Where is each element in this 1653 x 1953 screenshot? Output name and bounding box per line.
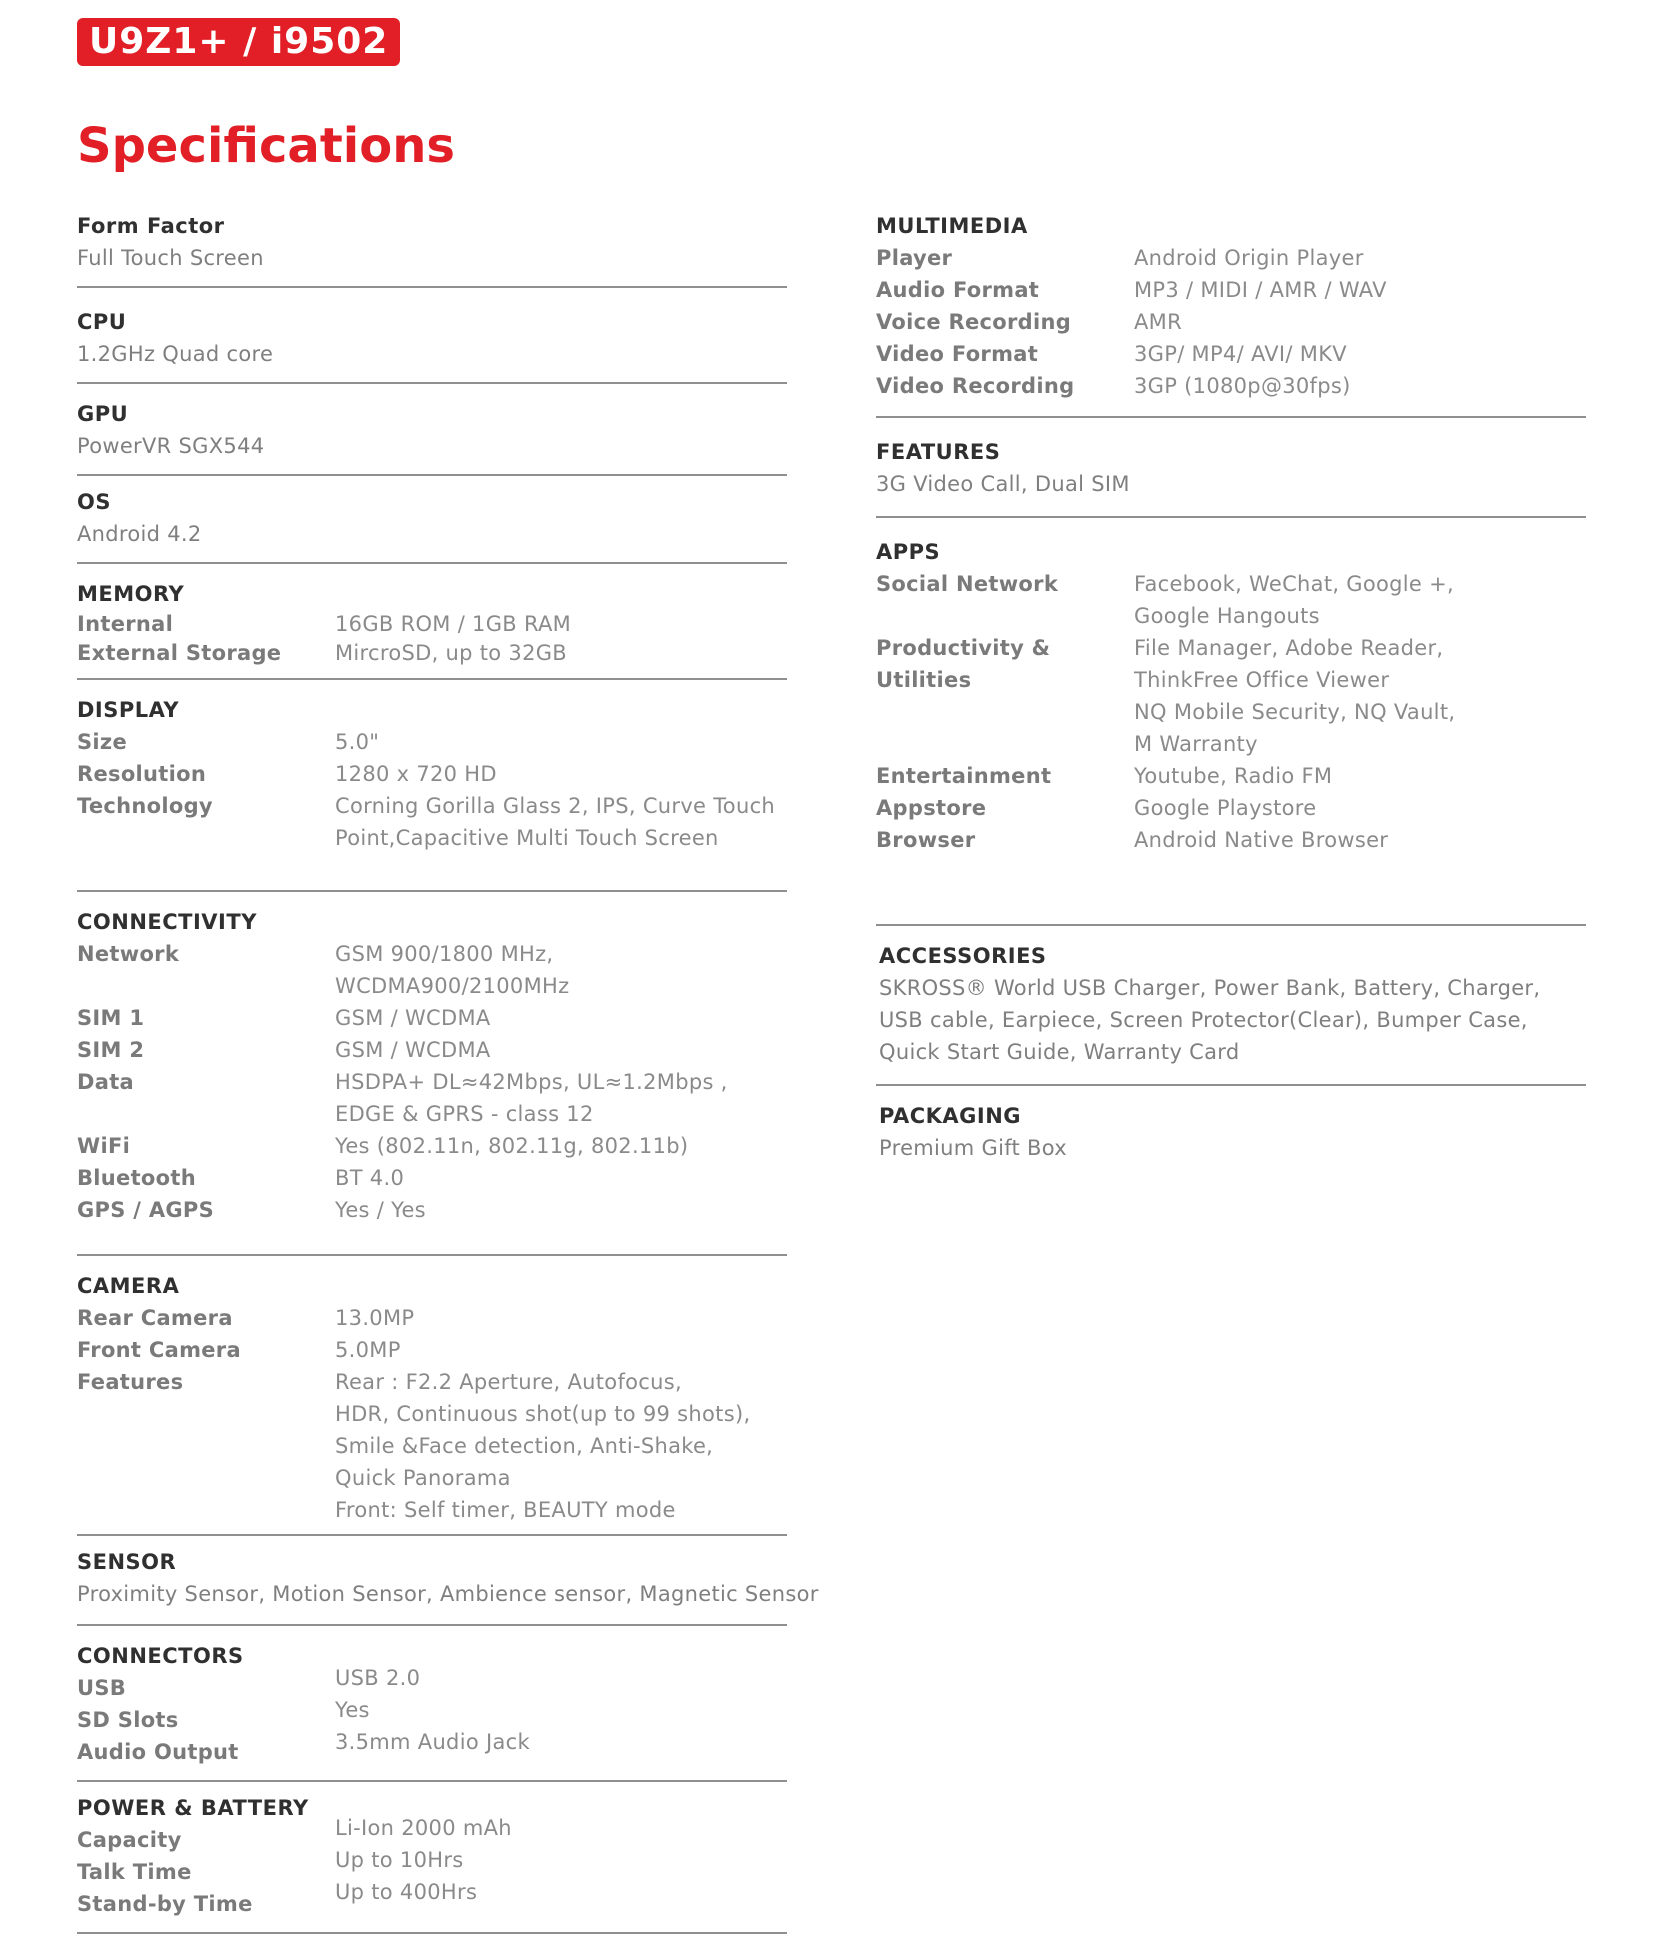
spec-row xyxy=(77,639,787,668)
spec-row xyxy=(876,792,1586,824)
connectors-labels xyxy=(77,1640,335,1768)
section-value: PowerVR SGX544 xyxy=(77,434,265,458)
spec-label: Network xyxy=(77,942,180,966)
spec-value: BT 4.0 xyxy=(335,1166,405,1190)
spec-value: 3GP/ MP4/ AVI/ MKV xyxy=(1134,342,1347,366)
spec-label: Data xyxy=(77,1070,135,1094)
spec-label: Resolution xyxy=(77,762,207,786)
spec-value: Google Playstore xyxy=(1134,796,1317,820)
section-value: 1.2GHz Quad core xyxy=(77,342,274,366)
spec-value: Rear : F2.2 Aperture, Autofocus, HDR, Continuous shot(up to 99 shots), Smile &Face detection, Anti-Shake, Quick Panorama Front: Self timer, BEAUTY mode xyxy=(335,1370,751,1522)
spec-label: Rear Camera xyxy=(77,1306,233,1330)
spec-value: Corning Gorilla Glass 2, IPS, Curve Touch Point,Capacitive Multi Touch Screen xyxy=(335,794,776,850)
spec-value: GSM 900/1800 MHz, WCDMA900/2100MHz xyxy=(335,942,570,998)
spec-row xyxy=(77,1640,787,1768)
spec-label: Front Camera xyxy=(77,1338,241,1362)
spec-row xyxy=(77,1034,787,1066)
spec-row xyxy=(77,1792,787,1920)
spec-accessories xyxy=(876,940,1586,1086)
spec-label: Player xyxy=(876,246,953,270)
section-title: CONNECTIVITY xyxy=(77,910,257,934)
section-value: Full Touch Screen xyxy=(77,246,264,270)
spec-row xyxy=(77,1194,787,1226)
section-title: ACCESSORIES xyxy=(879,944,1047,968)
spec-row xyxy=(77,1366,787,1526)
spec-row xyxy=(876,338,1586,370)
section-title: OS xyxy=(77,490,111,514)
spec-features xyxy=(876,436,1586,518)
section-title: SENSOR xyxy=(77,1550,177,1574)
section-title: DISPLAY xyxy=(77,698,180,722)
section-title: CONNECTORS xyxy=(77,1644,244,1668)
spec-label: Productivity & Utilities xyxy=(876,636,1051,692)
spec-value: GSM / WCDMA xyxy=(335,1038,491,1062)
spec-value: 5.0" xyxy=(335,730,380,754)
section-title: PACKAGING xyxy=(879,1104,1022,1128)
model-badge: U9Z1+ / i9502 xyxy=(77,18,400,66)
section-title: MULTIMEDIA xyxy=(876,214,1028,238)
spec-label: Social Network xyxy=(876,572,1059,596)
spec-label: Voice Recording xyxy=(876,310,1072,334)
power-values xyxy=(335,1792,512,1920)
spec-value: 3.5mm Audio Jack xyxy=(335,1730,530,1754)
spec-value: Li-Ion 2000 mAh xyxy=(335,1816,512,1840)
spec-value: Yes (802.11n, 802.11g, 802.11b) xyxy=(335,1134,689,1158)
spec-connectors xyxy=(77,1640,787,1782)
spec-value: MP3 / MIDI / AMR / WAV xyxy=(1134,278,1387,302)
spec-value: AMR xyxy=(1134,310,1182,334)
spec-value: 16GB ROM / 1GB RAM xyxy=(335,612,572,636)
spec-value: Up to 400Hrs xyxy=(335,1880,478,1904)
spec-label: Video Recording xyxy=(876,374,1075,398)
section-value: Android 4.2 xyxy=(77,522,202,546)
spec-value: 5.0MP xyxy=(335,1338,401,1362)
spec-apps xyxy=(876,536,1586,926)
section-title: MEMORY xyxy=(77,582,185,606)
spec-camera xyxy=(77,1270,787,1536)
spec-value: Yes xyxy=(335,1698,370,1722)
spec-row xyxy=(77,1002,787,1034)
spec-row xyxy=(77,1302,787,1334)
spec-row xyxy=(77,1130,787,1162)
spec-value: MircroSD, up to 32GB xyxy=(335,641,568,665)
spec-label: External Storage xyxy=(77,641,282,665)
spec-cpu xyxy=(77,306,787,384)
spec-label: Capacity xyxy=(77,1828,182,1852)
spec-label: Video Format xyxy=(876,342,1039,366)
spec-form-factor xyxy=(77,210,787,288)
section-title: CPU xyxy=(77,310,127,334)
spec-row xyxy=(77,610,787,639)
spec-value: Yes / Yes xyxy=(335,1198,426,1222)
spec-label: USB xyxy=(77,1676,127,1700)
spec-label: Size xyxy=(77,730,127,754)
spec-label: Talk Time xyxy=(77,1860,192,1884)
spec-value: Android Origin Player xyxy=(1134,246,1364,270)
section-title: APPS xyxy=(876,540,941,564)
spec-row xyxy=(77,790,787,854)
spec-value: USB 2.0 xyxy=(335,1666,421,1690)
spec-value: File Manager, Adobe Reader, ThinkFree Office Viewer NQ Mobile Security, NQ Vault, M Warranty xyxy=(1134,636,1456,756)
spec-label: Features xyxy=(77,1370,184,1394)
spec-os xyxy=(77,486,787,564)
spec-label: GPS / AGPS xyxy=(77,1198,215,1222)
spec-value: 1280 x 720 HD xyxy=(335,762,497,786)
spec-row xyxy=(77,1334,787,1366)
spec-label: Browser xyxy=(876,828,976,852)
spec-value: Android Native Browser xyxy=(1134,828,1389,852)
section-value: Premium Gift Box xyxy=(879,1136,1067,1160)
spec-value: 3GP (1080p@30fps) xyxy=(1134,374,1351,398)
section-title: GPU xyxy=(77,402,129,426)
spec-label: Internal xyxy=(77,612,174,636)
spec-row xyxy=(876,632,1586,760)
spec-label: Audio Output xyxy=(77,1740,239,1764)
section-title: CAMERA xyxy=(77,1274,180,1298)
section-value: Proximity Sensor, Motion Sensor, Ambience sensor, Magnetic Sensor xyxy=(77,1582,819,1606)
section-title: Form Factor xyxy=(77,214,225,238)
spec-label: Entertainment xyxy=(876,764,1052,788)
spec-power xyxy=(77,1792,787,1934)
spec-row xyxy=(77,938,787,1002)
spec-multimedia xyxy=(876,210,1586,418)
page-title: Specifications xyxy=(77,118,455,174)
spec-row xyxy=(876,760,1586,792)
section-title: POWER & BATTERY xyxy=(77,1796,309,1820)
spec-value: GSM / WCDMA xyxy=(335,1006,491,1030)
spec-label: Audio Format xyxy=(876,278,1040,302)
connectors-values xyxy=(335,1640,530,1768)
spec-label: Technology xyxy=(77,794,213,818)
power-labels xyxy=(77,1792,335,1920)
spec-row xyxy=(876,568,1586,632)
spec-label: WiFi xyxy=(77,1134,131,1158)
spec-row xyxy=(77,1066,787,1130)
spec-label: Appstore xyxy=(876,796,987,820)
spec-value: Youtube, Radio FM xyxy=(1134,764,1333,788)
section-title: FEATURES xyxy=(876,440,1001,464)
spec-packaging xyxy=(876,1100,1586,1164)
spec-value: 13.0MP xyxy=(335,1306,415,1330)
spec-memory xyxy=(77,578,787,680)
spec-connectivity xyxy=(77,906,787,1256)
spec-row xyxy=(876,370,1586,402)
section-value: SKROSS® World USB Charger, Power Bank, Battery, Charger, USB cable, Earpiece, Screen Protector(Clear), Bumper Case, Quick Start Guide, Warranty Card xyxy=(879,976,1541,1064)
spec-row xyxy=(77,1162,787,1194)
spec-row xyxy=(876,824,1586,856)
spec-row xyxy=(876,306,1586,338)
spec-row xyxy=(876,242,1586,274)
spec-row xyxy=(77,758,787,790)
spec-row xyxy=(77,726,787,758)
section-value: 3G Video Call, Dual SIM xyxy=(876,472,1130,496)
left-column xyxy=(77,210,819,1934)
spec-value: Up to 10Hrs xyxy=(335,1848,464,1872)
spec-label: Stand-by Time xyxy=(77,1892,253,1916)
spec-value: Facebook, WeChat, Google +, Google Hangouts xyxy=(1134,572,1455,628)
spec-gpu xyxy=(77,398,787,476)
right-column xyxy=(876,210,1586,1164)
spec-sensor xyxy=(77,1546,819,1626)
spec-label: Bluetooth xyxy=(77,1166,196,1190)
spec-label: SD Slots xyxy=(77,1708,179,1732)
spec-display xyxy=(77,694,787,892)
spec-row xyxy=(876,274,1586,306)
spec-value: HSDPA+ DL≈42Mbps, UL≈1.2Mbps , EDGE & GPRS - class 12 xyxy=(335,1070,728,1126)
spec-label: SIM 2 xyxy=(77,1038,145,1062)
spec-label: SIM 1 xyxy=(77,1006,145,1030)
